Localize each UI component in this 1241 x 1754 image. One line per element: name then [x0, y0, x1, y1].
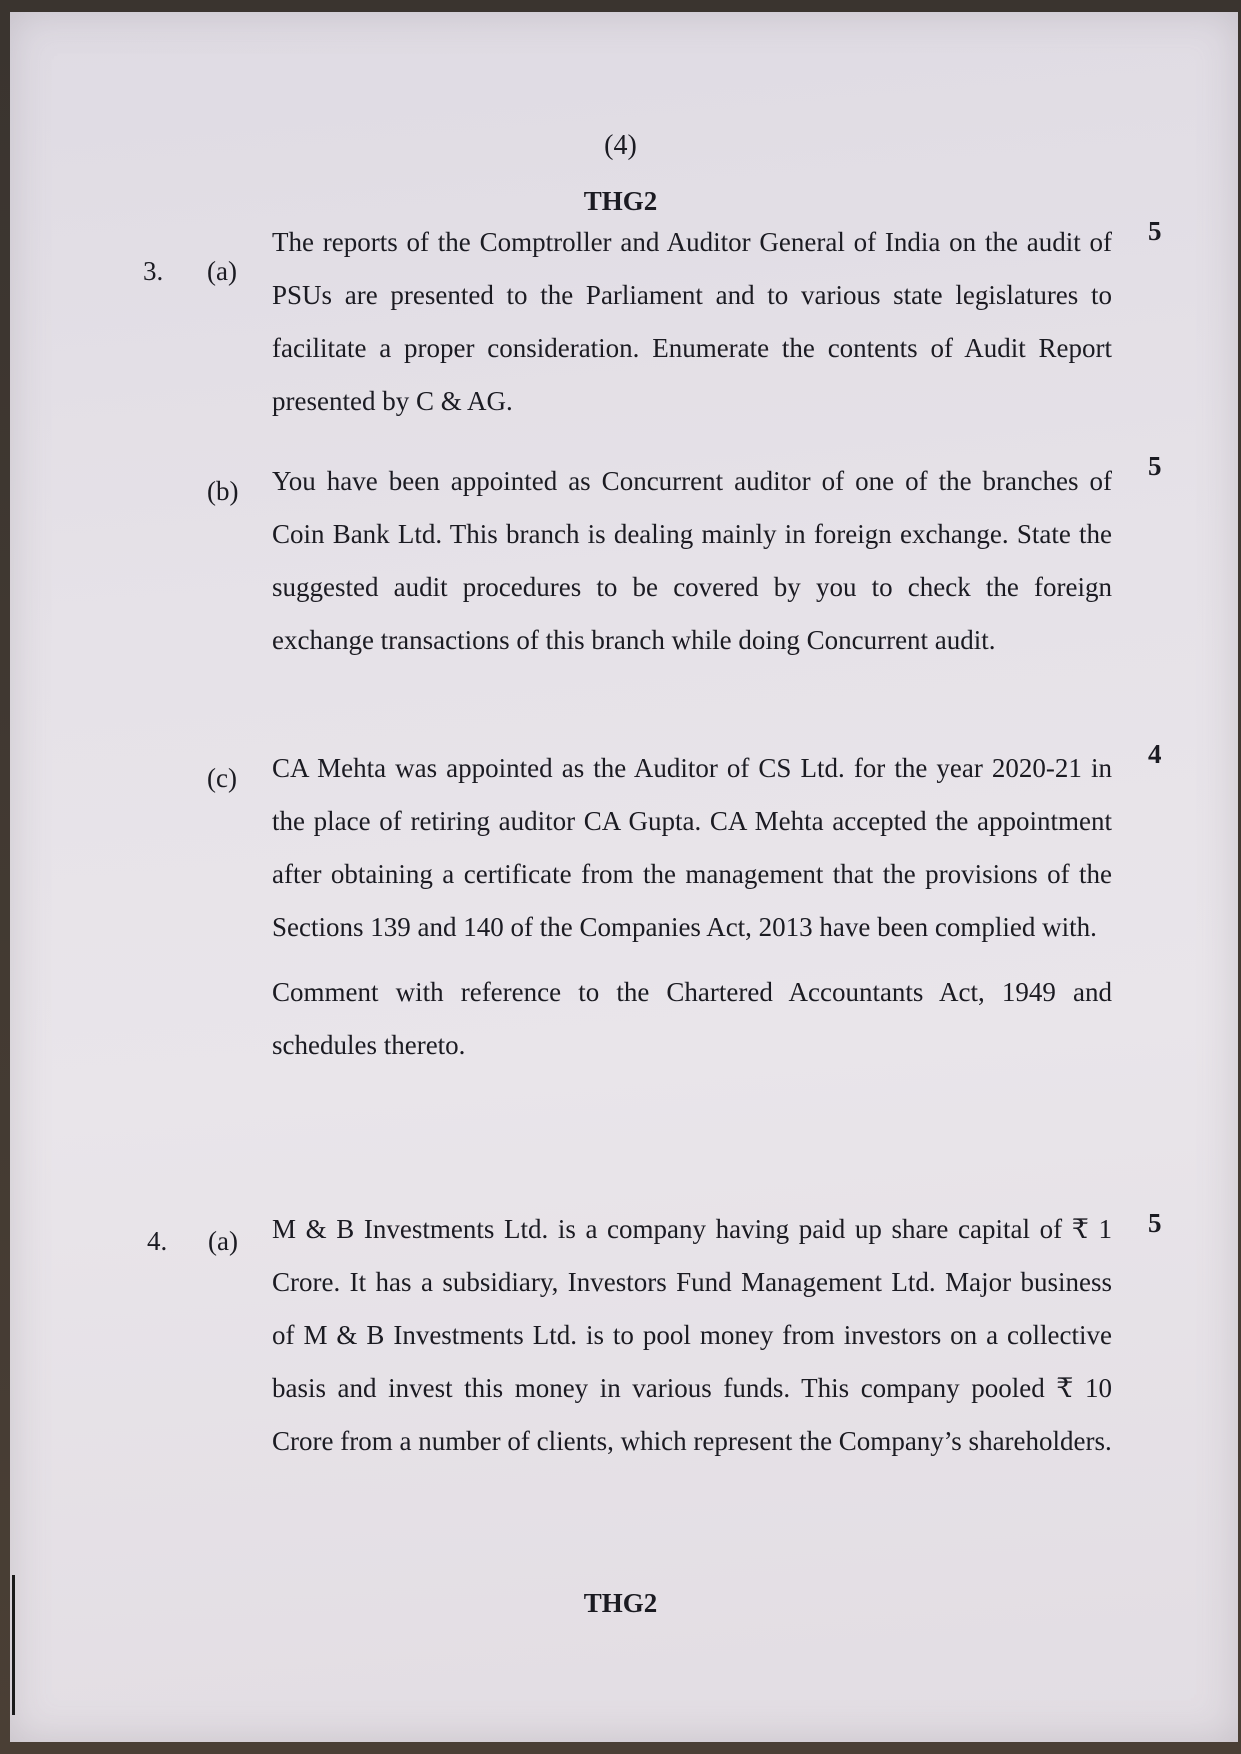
- part-label-3c: (c): [207, 763, 237, 793]
- question-4a-text: M & B Investments Ltd. is a company having paid up share capital of ₹ 1 Crore. It has a subsidiary, Investors Fund Management Ltd. Major business of M & B Investments Ltd. is to pool money from investors on a collective basis and invest this money in various funds. This company pooled ₹ 10 Crore from a number of clients, which represent the Company’s shareholders.: [272, 1214, 1112, 1456]
- marks-3c: 4: [1148, 739, 1162, 769]
- paper-code-header: THG2: [583, 186, 658, 216]
- page-number: (4): [604, 130, 637, 161]
- question-number-3: 3.: [143, 256, 164, 286]
- question-number-4: 4.: [147, 1226, 168, 1256]
- marks-4a: 5: [1148, 1208, 1162, 1238]
- marks-3b: 5: [1148, 451, 1162, 481]
- question-3a-text: The reports of the Comptroller and Auditor General of India on the audit of PSUs are presented to the Parliament and to various state legislatures to facilitate a proper consideration. Enumerate the contents of Audit Report presented by C & AG.: [272, 227, 1112, 416]
- part-label-4a: (a): [208, 1226, 238, 1256]
- question-3c-text: [272, 742, 1112, 1072]
- part-label-3a: (a): [207, 256, 237, 286]
- question-3c-paragraph-1: CA Mehta was appointed as the Auditor of CS Ltd. for the year 2020-21 in the place of retiring auditor CA Gupta. CA Mehta accepted the appointment after obtaining a certificate from the management that the provisions of the Sections 139 and 140 of the Companies Act, 2013 have been complied with.: [272, 753, 1112, 942]
- question-3c-paragraph-2: Comment with reference to the Chartered Accountants Act, 1949 and schedules thereto.: [272, 977, 1112, 1060]
- part-label-3b: (b): [207, 476, 239, 506]
- marks-3a: 5: [1148, 216, 1162, 246]
- paper-code-footer: THG2: [583, 1588, 658, 1618]
- question-3b-text: You have been appointed as Concurrent auditor of one of the branches of Coin Bank Ltd. This branch is dealing mainly in foreign exchange. State the suggested audit procedures to be covered by you to check the foreign exchange transactions of this branch while doing Concurrent audit.: [272, 466, 1112, 655]
